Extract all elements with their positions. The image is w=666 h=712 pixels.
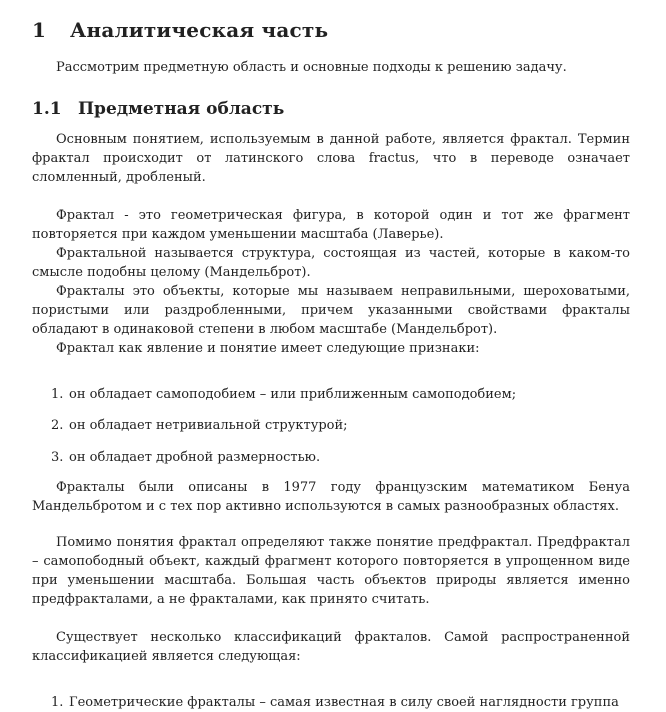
paragraph-features-intro: Фрактал как явление и понятие имеет следующие признаки: <box>56 341 480 356</box>
subsection-heading <box>32 99 284 119</box>
paragraph-classification-intro: Существует несколько классификаций фракталов. Самой распространенной классификацией является следующая: <box>32 630 630 664</box>
subsection-number: 1.1 <box>32 99 62 119</box>
paragraph-mandelbrot-1977: Фракталы были описаны в 1977 году французским математиком Бенуа Мандельбротом и с тех пор активно используются в самых разнообразных областях. <box>32 480 630 514</box>
paragraph-lavery-definition: Фрактал - это геометрическая фигура, в которой один и тот же фрагмент повторяется при каждом уменьшении масштаба (Лаверье). <box>32 208 630 242</box>
features-list-item: 3. он обладает дробной размерностью. <box>51 450 321 465</box>
section-title: Аналитическая часть <box>70 18 329 42</box>
paragraph-fractal-term: Основным понятием, используемым в данной работе, является фрактал. Термин фрактал происходит от латинского слова fractus, что в переводе означает сломленный, дробленый. <box>32 132 630 185</box>
features-list-item: 1. он обладает самоподобием – или приближенным самоподобием; <box>51 387 517 402</box>
classification-list-item: 1. Геометрические фракталы – самая известная в силу своей наглядности группа <box>51 695 619 710</box>
section-number: 1 <box>32 18 47 42</box>
paragraph-mandelbrot-objects: Фракталы это объекты, которые мы называем неправильными, шероховатыми, пористыми или раздробленными, причем указанными свойствами фракталы обладают в одинаковой степени в любом масштабе (Мандельброт). <box>32 284 630 337</box>
paragraph-mandelbrot-structure: Фрактальной называется структура, состоящая из частей, которые в каком-то смысле подобны целому (Мандельброт). <box>32 246 630 280</box>
intro-paragraph: Рассмотрим предметную область и основные подходы к решению задачу. <box>56 60 567 75</box>
section-heading <box>32 18 328 42</box>
subsection-title: Предметная область <box>78 99 285 119</box>
features-list-item: 2. он обладает нетривиальной структурой; <box>51 418 348 433</box>
paragraph-prefractal: Помимо понятия фрактал определяют также понятие предфрактал. Предфрактал – самопободный объект, каждый фрагмент которого повторяется в упрощенном виде при уменьшении масштаба. Большая часть объектов природы является именно предфракталами, а не фракталами, как принято считать. <box>32 535 630 607</box>
